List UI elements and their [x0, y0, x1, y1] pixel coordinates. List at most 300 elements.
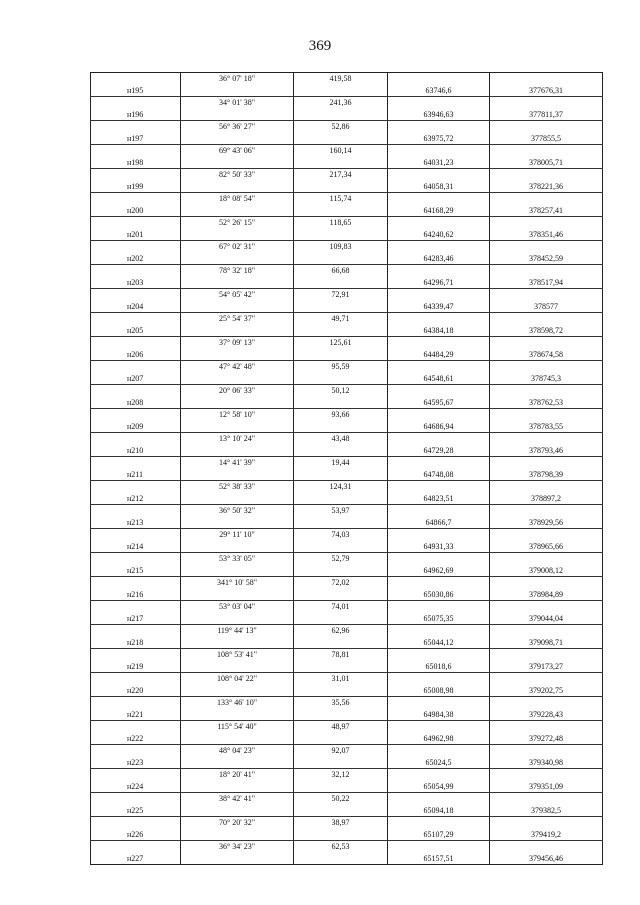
- angle-cell: 25° 54' 37": [181, 313, 294, 325]
- x-coordinate: 64283,46: [388, 253, 490, 265]
- angle-cell: 18° 20' 41": [181, 769, 294, 781]
- y-coordinate: 379228,43: [490, 709, 603, 721]
- point-cell-empty: [91, 193, 181, 205]
- length-cell: 125,61: [294, 337, 388, 349]
- x-coordinate: 63946,63: [388, 109, 490, 121]
- angle-cell-empty: [181, 253, 294, 265]
- x-coordinate: 64548,61: [388, 373, 490, 385]
- y-cell-empty: [490, 601, 603, 613]
- angle-cell: 70° 20' 32": [181, 817, 294, 829]
- point-row: [91, 565, 603, 577]
- length-cell-empty: [294, 589, 388, 601]
- y-coordinate: 378897,2: [490, 493, 603, 505]
- segment-row: [91, 433, 603, 445]
- point-cell-empty: [91, 745, 181, 757]
- x-coordinate: 65044,12: [388, 637, 490, 649]
- point-row: [91, 205, 603, 217]
- point-row: [91, 85, 603, 97]
- point-name: н221: [91, 709, 181, 721]
- coordinates-table: [90, 72, 603, 865]
- angle-cell-empty: [181, 301, 294, 313]
- angle-cell-empty: [181, 133, 294, 145]
- point-name: н197: [91, 133, 181, 145]
- length-cell-empty: [294, 853, 388, 865]
- length-cell-empty: [294, 133, 388, 145]
- y-cell-empty: [490, 553, 603, 565]
- angle-cell: 133° 46' 10": [181, 697, 294, 709]
- x-cell-empty: [388, 769, 490, 781]
- x-coordinate: 64686,94: [388, 421, 490, 433]
- point-name: н202: [91, 253, 181, 265]
- point-cell-empty: [91, 505, 181, 517]
- angle-cell: 53° 03' 04": [181, 601, 294, 613]
- x-cell-empty: [388, 73, 490, 85]
- point-name: н207: [91, 373, 181, 385]
- point-name: н220: [91, 685, 181, 697]
- angle-cell: 48° 04' 23": [181, 745, 294, 757]
- y-coordinate: 378745,3: [490, 373, 603, 385]
- segment-row: [91, 169, 603, 181]
- angle-cell-empty: [181, 325, 294, 337]
- point-name: н209: [91, 421, 181, 433]
- length-cell-empty: [294, 349, 388, 361]
- y-cell-empty: [490, 433, 603, 445]
- segment-row: [91, 481, 603, 493]
- segment-row: [91, 553, 603, 565]
- point-row: [91, 277, 603, 289]
- x-coordinate: 65008,98: [388, 685, 490, 697]
- y-coordinate: 378674,58: [490, 349, 603, 361]
- length-cell-empty: [294, 781, 388, 793]
- point-row: [91, 157, 603, 169]
- angle-cell-empty: [181, 493, 294, 505]
- point-cell-empty: [91, 577, 181, 589]
- point-name: н217: [91, 613, 181, 625]
- point-row: [91, 733, 603, 745]
- segment-row: [91, 409, 603, 421]
- angle-cell-empty: [181, 277, 294, 289]
- point-name: н200: [91, 205, 181, 217]
- length-cell: 62,96: [294, 625, 388, 637]
- point-name: н224: [91, 781, 181, 793]
- y-cell-empty: [490, 625, 603, 637]
- point-row: [91, 637, 603, 649]
- length-cell-empty: [294, 685, 388, 697]
- length-cell: 50,22: [294, 793, 388, 805]
- point-name: н212: [91, 493, 181, 505]
- angle-cell-empty: [181, 229, 294, 241]
- y-coordinate: 378965,66: [490, 541, 603, 553]
- length-cell: 52,79: [294, 553, 388, 565]
- segment-row: [91, 265, 603, 277]
- x-coordinate: 64866,7: [388, 517, 490, 529]
- angle-cell-empty: [181, 541, 294, 553]
- angle-cell: 115° 54' 40": [181, 721, 294, 733]
- point-row: [91, 517, 603, 529]
- x-coordinate: 65030,86: [388, 589, 490, 601]
- angle-cell: 108° 04' 22": [181, 673, 294, 685]
- point-name: н211: [91, 469, 181, 481]
- length-cell-empty: [294, 397, 388, 409]
- x-coordinate: 64984,38: [388, 709, 490, 721]
- y-coordinate: 379272,48: [490, 733, 603, 745]
- angle-cell-empty: [181, 757, 294, 769]
- y-cell-empty: [490, 793, 603, 805]
- angle-cell-empty: [181, 661, 294, 673]
- point-name: н195: [91, 85, 181, 97]
- x-coordinate: 64296,71: [388, 277, 490, 289]
- x-coordinate: 64031,23: [388, 157, 490, 169]
- length-cell: 124,31: [294, 481, 388, 493]
- y-cell-empty: [490, 817, 603, 829]
- point-row: [91, 853, 603, 865]
- x-cell-empty: [388, 505, 490, 517]
- length-cell-empty: [294, 733, 388, 745]
- segment-row: [91, 313, 603, 325]
- point-name: н203: [91, 277, 181, 289]
- point-name: н225: [91, 805, 181, 817]
- y-cell-empty: [490, 73, 603, 85]
- y-coordinate: 378577: [490, 301, 603, 313]
- y-cell-empty: [490, 721, 603, 733]
- angle-cell-empty: [181, 685, 294, 697]
- x-cell-empty: [388, 601, 490, 613]
- length-cell: 32,12: [294, 769, 388, 781]
- segment-row: [91, 529, 603, 541]
- angle-cell: 108° 53' 41": [181, 649, 294, 661]
- x-coordinate: 64823,51: [388, 493, 490, 505]
- y-coordinate: 379340,98: [490, 757, 603, 769]
- x-cell-empty: [388, 817, 490, 829]
- segment-row: [91, 337, 603, 349]
- y-cell-empty: [490, 337, 603, 349]
- segment-row: [91, 793, 603, 805]
- point-name: н222: [91, 733, 181, 745]
- x-coordinate: 64384,18: [388, 325, 490, 337]
- point-cell-empty: [91, 97, 181, 109]
- y-coordinate: 379419,2: [490, 829, 603, 841]
- point-cell-empty: [91, 241, 181, 253]
- point-name: н206: [91, 349, 181, 361]
- segment-row: [91, 649, 603, 661]
- x-cell-empty: [388, 457, 490, 469]
- x-cell-empty: [388, 649, 490, 661]
- x-cell-empty: [388, 433, 490, 445]
- length-cell-empty: [294, 85, 388, 97]
- length-cell: 19,44: [294, 457, 388, 469]
- y-coordinate: 379382,5: [490, 805, 603, 817]
- point-name: н226: [91, 829, 181, 841]
- segment-row: [91, 745, 603, 757]
- length-cell-empty: [294, 541, 388, 553]
- page-number: 369: [308, 38, 332, 54]
- x-coordinate: 65094,18: [388, 805, 490, 817]
- length-cell-empty: [294, 661, 388, 673]
- y-cell-empty: [490, 313, 603, 325]
- point-name: н196: [91, 109, 181, 121]
- point-cell-empty: [91, 265, 181, 277]
- segment-row: [91, 817, 603, 829]
- angle-cell-empty: [181, 517, 294, 529]
- point-cell-empty: [91, 337, 181, 349]
- angle-cell: 12° 58' 10": [181, 409, 294, 421]
- angle-cell: 119° 44' 13": [181, 625, 294, 637]
- x-cell-empty: [388, 145, 490, 157]
- angle-cell-empty: [181, 205, 294, 217]
- length-cell: 35,56: [294, 697, 388, 709]
- point-name: н201: [91, 229, 181, 241]
- length-cell-empty: [294, 493, 388, 505]
- segment-row: [91, 457, 603, 469]
- length-cell-empty: [294, 445, 388, 457]
- x-cell-empty: [388, 385, 490, 397]
- x-coordinate: 64168,29: [388, 205, 490, 217]
- segment-row: [91, 505, 603, 517]
- x-coordinate: 64339,47: [388, 301, 490, 313]
- point-row: [91, 421, 603, 433]
- angle-cell: 20° 06' 33": [181, 385, 294, 397]
- x-cell-empty: [388, 697, 490, 709]
- point-cell-empty: [91, 121, 181, 133]
- point-cell-empty: [91, 73, 181, 85]
- point-cell-empty: [91, 409, 181, 421]
- length-cell: 49,71: [294, 313, 388, 325]
- y-coordinate: 378257,41: [490, 205, 603, 217]
- x-cell-empty: [388, 481, 490, 493]
- y-coordinate: 378351,46: [490, 229, 603, 241]
- x-cell-empty: [388, 673, 490, 685]
- point-cell-empty: [91, 553, 181, 565]
- x-coordinate: 64484,29: [388, 349, 490, 361]
- length-cell-empty: [294, 205, 388, 217]
- x-cell-empty: [388, 265, 490, 277]
- y-coordinate: 378221,36: [490, 181, 603, 193]
- point-row: [91, 229, 603, 241]
- length-cell-empty: [294, 421, 388, 433]
- length-cell: 419,58: [294, 73, 388, 85]
- point-row: [91, 589, 603, 601]
- x-cell-empty: [388, 193, 490, 205]
- segment-row: [91, 697, 603, 709]
- point-name: н198: [91, 157, 181, 169]
- segment-row: [91, 625, 603, 637]
- y-coordinate: 378798,39: [490, 469, 603, 481]
- point-name: н210: [91, 445, 181, 457]
- y-coordinate: 377811,37: [490, 109, 603, 121]
- angle-cell-empty: [181, 829, 294, 841]
- angle-cell-empty: [181, 445, 294, 457]
- segment-row: [91, 217, 603, 229]
- x-coordinate: 64058,31: [388, 181, 490, 193]
- length-cell: 160,14: [294, 145, 388, 157]
- point-name: н208: [91, 397, 181, 409]
- x-cell-empty: [388, 169, 490, 181]
- y-coordinate: 378793,46: [490, 445, 603, 457]
- angle-cell: 18° 08' 54": [181, 193, 294, 205]
- y-coordinate: 379098,71: [490, 637, 603, 649]
- x-cell-empty: [388, 313, 490, 325]
- length-cell: 217,34: [294, 169, 388, 181]
- x-cell-empty: [388, 793, 490, 805]
- angle-cell-empty: [181, 589, 294, 601]
- segment-row: [91, 601, 603, 613]
- point-cell-empty: [91, 769, 181, 781]
- x-coordinate: 64931,33: [388, 541, 490, 553]
- point-cell-empty: [91, 385, 181, 397]
- y-coordinate: 378452,59: [490, 253, 603, 265]
- segment-row: [91, 721, 603, 733]
- angle-cell-empty: [181, 373, 294, 385]
- x-cell-empty: [388, 577, 490, 589]
- point-name: н204: [91, 301, 181, 313]
- point-name: н199: [91, 181, 181, 193]
- y-cell-empty: [490, 145, 603, 157]
- point-name: н218: [91, 637, 181, 649]
- angle-cell: 37° 09' 13": [181, 337, 294, 349]
- angle-cell-empty: [181, 181, 294, 193]
- length-cell-empty: [294, 637, 388, 649]
- point-name: н216: [91, 589, 181, 601]
- length-cell: 118,65: [294, 217, 388, 229]
- length-cell: 74,03: [294, 529, 388, 541]
- segment-row: [91, 73, 603, 85]
- segment-row: [91, 577, 603, 589]
- x-coordinate: 63975,72: [388, 133, 490, 145]
- y-cell-empty: [490, 265, 603, 277]
- coordinates-table-body: [91, 73, 603, 865]
- point-row: [91, 541, 603, 553]
- point-cell-empty: [91, 793, 181, 805]
- point-row: [91, 781, 603, 793]
- y-coordinate: 378517,94: [490, 277, 603, 289]
- point-row: [91, 709, 603, 721]
- y-coordinate: 379044,04: [490, 613, 603, 625]
- length-cell-empty: [294, 829, 388, 841]
- y-cell-empty: [490, 97, 603, 109]
- length-cell: 43,48: [294, 433, 388, 445]
- length-cell-empty: [294, 229, 388, 241]
- angle-cell-empty: [181, 469, 294, 481]
- point-cell-empty: [91, 457, 181, 469]
- x-coordinate: 65054,99: [388, 781, 490, 793]
- length-cell: 48,97: [294, 721, 388, 733]
- segment-row: [91, 769, 603, 781]
- angle-cell-empty: [181, 565, 294, 577]
- y-cell-empty: [490, 193, 603, 205]
- point-name: н205: [91, 325, 181, 337]
- length-cell-empty: [294, 325, 388, 337]
- y-cell-empty: [490, 361, 603, 373]
- angle-cell: 36° 34' 23": [181, 841, 294, 853]
- y-cell-empty: [490, 577, 603, 589]
- angle-cell: 52° 26' 15": [181, 217, 294, 229]
- y-cell-empty: [490, 121, 603, 133]
- angle-cell: 36° 07' 18": [181, 73, 294, 85]
- x-coordinate: 65075,35: [388, 613, 490, 625]
- segment-row: [91, 97, 603, 109]
- y-coordinate: 379173,27: [490, 661, 603, 673]
- angle-cell: 67° 02' 31": [181, 241, 294, 253]
- x-cell-empty: [388, 97, 490, 109]
- length-cell: 92,07: [294, 745, 388, 757]
- length-cell-empty: [294, 565, 388, 577]
- point-cell-empty: [91, 721, 181, 733]
- point-cell-empty: [91, 313, 181, 325]
- x-coordinate: 64962,98: [388, 733, 490, 745]
- point-cell-empty: [91, 145, 181, 157]
- angle-cell: 47° 42' 48": [181, 361, 294, 373]
- x-coordinate: 63746,6: [388, 85, 490, 97]
- point-row: [91, 349, 603, 361]
- point-row: [91, 493, 603, 505]
- segment-row: [91, 673, 603, 685]
- y-coordinate: 378598,72: [490, 325, 603, 337]
- length-cell-empty: [294, 469, 388, 481]
- length-cell-empty: [294, 757, 388, 769]
- point-cell-empty: [91, 289, 181, 301]
- segment-row: [91, 193, 603, 205]
- length-cell: 241,36: [294, 97, 388, 109]
- length-cell: 38,97: [294, 817, 388, 829]
- length-cell: 53,97: [294, 505, 388, 517]
- point-name: н214: [91, 541, 181, 553]
- angle-cell: 36° 50' 32": [181, 505, 294, 517]
- length-cell-empty: [294, 157, 388, 169]
- y-coordinate: 378783,55: [490, 421, 603, 433]
- angle-cell-empty: [181, 85, 294, 97]
- point-row: [91, 469, 603, 481]
- x-coordinate: 65157,51: [388, 853, 490, 865]
- point-row: [91, 397, 603, 409]
- y-cell-empty: [490, 409, 603, 421]
- x-cell-empty: [388, 241, 490, 253]
- angle-cell-empty: [181, 421, 294, 433]
- y-coordinate: 379202,75: [490, 685, 603, 697]
- y-cell-empty: [490, 841, 603, 853]
- point-row: [91, 613, 603, 625]
- point-name: н213: [91, 517, 181, 529]
- length-cell-empty: [294, 373, 388, 385]
- angle-cell: 13° 10' 24": [181, 433, 294, 445]
- point-cell-empty: [91, 697, 181, 709]
- angle-cell-empty: [181, 157, 294, 169]
- angle-cell: 54° 05' 42": [181, 289, 294, 301]
- x-coordinate: 65107,29: [388, 829, 490, 841]
- y-cell-empty: [490, 217, 603, 229]
- y-cell-empty: [490, 385, 603, 397]
- length-cell: 95,59: [294, 361, 388, 373]
- length-cell: 66,68: [294, 265, 388, 277]
- angle-cell-empty: [181, 733, 294, 745]
- y-coordinate: 377676,31: [490, 85, 603, 97]
- angle-cell-empty: [181, 709, 294, 721]
- length-cell-empty: [294, 253, 388, 265]
- point-cell-empty: [91, 841, 181, 853]
- point-row: [91, 685, 603, 697]
- x-coordinate: 64595,67: [388, 397, 490, 409]
- y-coordinate: 378005,71: [490, 157, 603, 169]
- angle-cell-empty: [181, 781, 294, 793]
- angle-cell-empty: [181, 109, 294, 121]
- angle-cell: 78° 32' 18": [181, 265, 294, 277]
- point-row: [91, 373, 603, 385]
- angle-cell-empty: [181, 613, 294, 625]
- angle-cell: 53° 33' 05": [181, 553, 294, 565]
- x-cell-empty: [388, 841, 490, 853]
- angle-cell: 52° 38' 33": [181, 481, 294, 493]
- point-row: [91, 301, 603, 313]
- x-cell-empty: [388, 121, 490, 133]
